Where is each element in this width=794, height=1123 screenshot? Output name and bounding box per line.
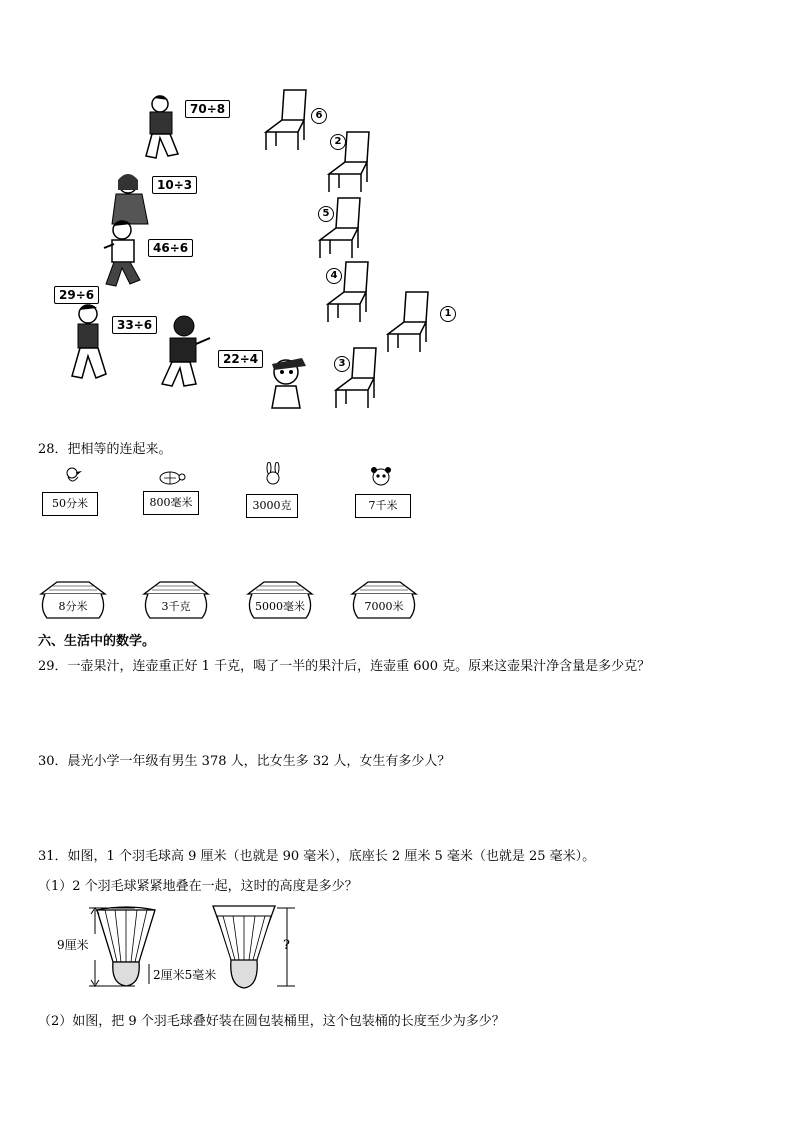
stacked-shuttlecocks-icon (209, 902, 279, 990)
child-5-expression-bubble: 33÷6 (112, 316, 157, 334)
child-3-expression-bubble: 46÷6 (148, 239, 193, 257)
child-2-expression-bubble: 10÷3 (152, 176, 197, 194)
section-heading: 六、生活中的数学。 (38, 634, 156, 649)
child-6-expression-bubble: 22÷4 (218, 350, 263, 368)
rabbit-icon (262, 462, 284, 486)
bottom-label: 5000毫米 (255, 600, 305, 613)
child-4-figure (68, 302, 114, 382)
top-label-box: 7千米 (355, 494, 411, 518)
chair-number-badge: 6 (311, 108, 327, 124)
height-label: 9厘米 (57, 938, 89, 952)
question-31-part-1: （1）2 个羽毛球紧紧地叠在一起，这时的高度是多少？ (38, 879, 358, 894)
unknown-height-label: ? (283, 938, 290, 953)
question-30-text: 30．晨光小学一年级有男生 378 人，比女生多 32 人，女生有多少人？ (38, 754, 451, 769)
question-28-text: 28．把相等的连起来。 (38, 442, 172, 457)
panda-icon (368, 464, 394, 488)
chair-puzzle-figure (50, 88, 470, 413)
chair-number-badge: 2 (330, 134, 346, 150)
child-5-figure (154, 314, 214, 390)
question-31-text: 31．如图，1 个羽毛球高 9 厘米（也就是 90 毫米），底座长 2 厘米 5 毫米（也就是 25 毫米）。 (38, 849, 596, 864)
chair-number-badge: 5 (318, 206, 334, 222)
chair-icon (262, 88, 312, 154)
child-6-figure (262, 354, 310, 412)
base-length-label: 2厘米5毫米 (153, 968, 217, 982)
top-label-box: 3000克 (246, 494, 298, 518)
chair-number-badge: 1 (440, 306, 456, 322)
child-1-expression-bubble: 70÷8 (185, 100, 230, 118)
bottom-label: 3千克 (161, 600, 191, 613)
chair-number-badge: 4 (326, 268, 342, 284)
top-label-box: 50分米 (42, 492, 98, 516)
child-4-expression-bubble: 29÷6 (54, 286, 99, 304)
bottom-label: 7000米 (364, 600, 404, 613)
bird-icon (62, 465, 86, 485)
question-31-part-2: （2）如图，把 9 个羽毛球叠好装在圆包装桶里，这个包装桶的长度至少为多少？ (38, 1014, 505, 1029)
question-29-text: 29．一壶果汁，连壶重正好 1 千克，喝了一半的果汁后，连壶重 600 克。原来这壶果汁净含量是多少克？ (38, 659, 651, 674)
turtle-icon (156, 468, 186, 486)
child-3-figure (100, 218, 150, 290)
bottom-label: 8分米 (58, 600, 88, 613)
chair-icon (384, 290, 434, 356)
chair-number-badge: 3 (334, 356, 350, 372)
top-label-box: 800毫米 (143, 491, 199, 515)
shuttlecock-figure (55, 902, 315, 992)
